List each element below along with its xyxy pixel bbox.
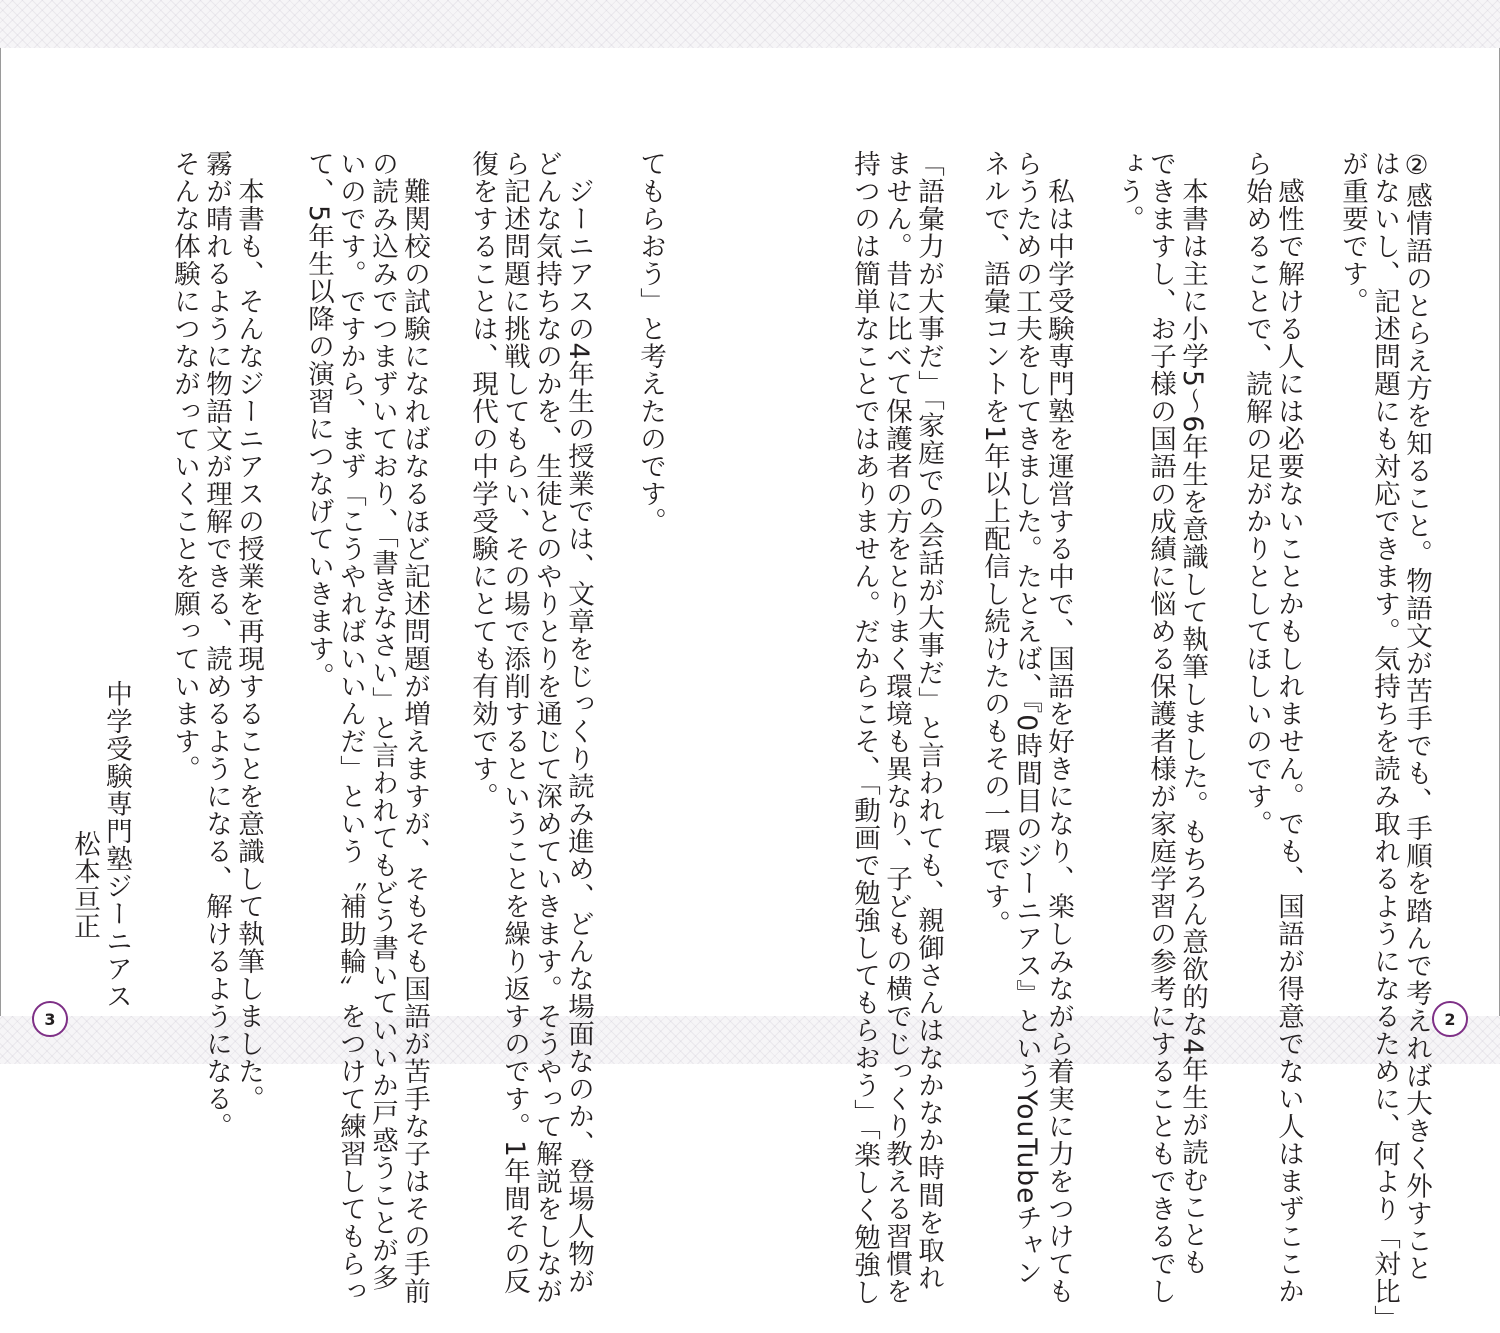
page-number-left: 3 (32, 1001, 68, 1037)
page-number-right: 2 (1432, 1001, 1468, 1037)
text-column: ネルで、語彙コントを1年以上配信し続けたのもその一環です。 (979, 150, 1010, 938)
text-column: ょう。 (1113, 150, 1144, 233)
text-column: らうための工夫をしてきました。たとえば、『0時間目のジーニアス』というYouTubeチャン (1011, 150, 1042, 1287)
text-column: 私は中学受験専門塾を運営する中で、国語を好きになり、楽しみながら着実に力をつけても (1043, 150, 1074, 1305)
text-column: ら始めることで、読解の足がかりとしてほしいのです。 (1241, 150, 1272, 838)
signature-school: 中学受験専門塾ジーニアス (101, 680, 132, 1010)
text-column: 本書は主に小学5～6年生を意識して執筆しました。もちろん意欲的な4年生が読むことも (1177, 150, 1208, 1277)
text-column: できますし、お子様の国語の成績に悩める保護者様が家庭学習の参考にすることもできるでし (1145, 150, 1176, 1305)
text-column: どんな気持ちなのかを、生徒とのやりとりを通じて深めていきます。そうやって解説をしなが (531, 150, 562, 1305)
left-frame-rule (0, 48, 1, 1016)
text-column: はないし、記述問題にも対応できます。気持ちを読み取れるようになるために、何より「対比」 (1369, 150, 1400, 1333)
text-column: 霧が晴れるように物語文が理解できる、読めるようになる、解けるようになる。 (201, 150, 232, 1140)
text-column: ら記述問題に挑戦してもらい、その場で添削するということを繰り返すのです。1年間その反 (499, 150, 530, 1296)
text-column: 難関校の試験になればなるほど記述問題が増えますが、そもそも国語が苦手な子はその手前 (399, 150, 430, 1305)
text-column: 本書も、そんなジーニアスの授業を再現することを意識して執筆しました。 (233, 150, 264, 1113)
text-column: そんな体験につながっていくことを願っています。 (169, 150, 200, 783)
text-column: 「語彙力が大事だ」「家庭での会話が大事だ」と言われても、親御さんはなかなか時間を取れ (913, 150, 944, 1292)
text-column: いのです。ですから、まず「こうやればいいんだ」という〝補助輪〟をつけて練習してもらっ (335, 150, 366, 1305)
text-column: ②感情語のとらえ方を知ること。物語文が苦手でも、手順を踏んで考えれば大きく外すこと (1401, 150, 1432, 1282)
text-column: て、5年生以降の演習につなげていきます。 (303, 150, 334, 691)
text-column: ません。昔に比べて保護者の方をとりまく環境も異なり、子どもの横でじっくり教える習慣を (881, 150, 912, 1305)
text-column: てもらおう」と考えたのです。 (635, 150, 666, 535)
text-column: ジーニアスの4年生の授業では、文章をじっくり読み進め、どんな場面なのか、登場人物が (563, 150, 594, 1296)
text-column: 復をすることは、現代の中学受験にとても有効です。 (467, 150, 498, 810)
text-column: が重要です。 (1337, 150, 1368, 315)
text-column: 感性で解ける人には必要ないことかもしれません。でも、国語が得意でない人はまずここか (1273, 150, 1304, 1305)
text-column: 持つのは簡単なことではありません。だからこそ、「動画で勉強してもらおう」「楽しく勉強し (849, 150, 880, 1306)
signature-name: 松本亘正 (69, 830, 100, 940)
text-column: の読み込みでつまずいており、「書きなさい」と言われてもどう書いていいか戸惑うことが多 (367, 150, 398, 1292)
top-decorative-band (0, 0, 1500, 48)
